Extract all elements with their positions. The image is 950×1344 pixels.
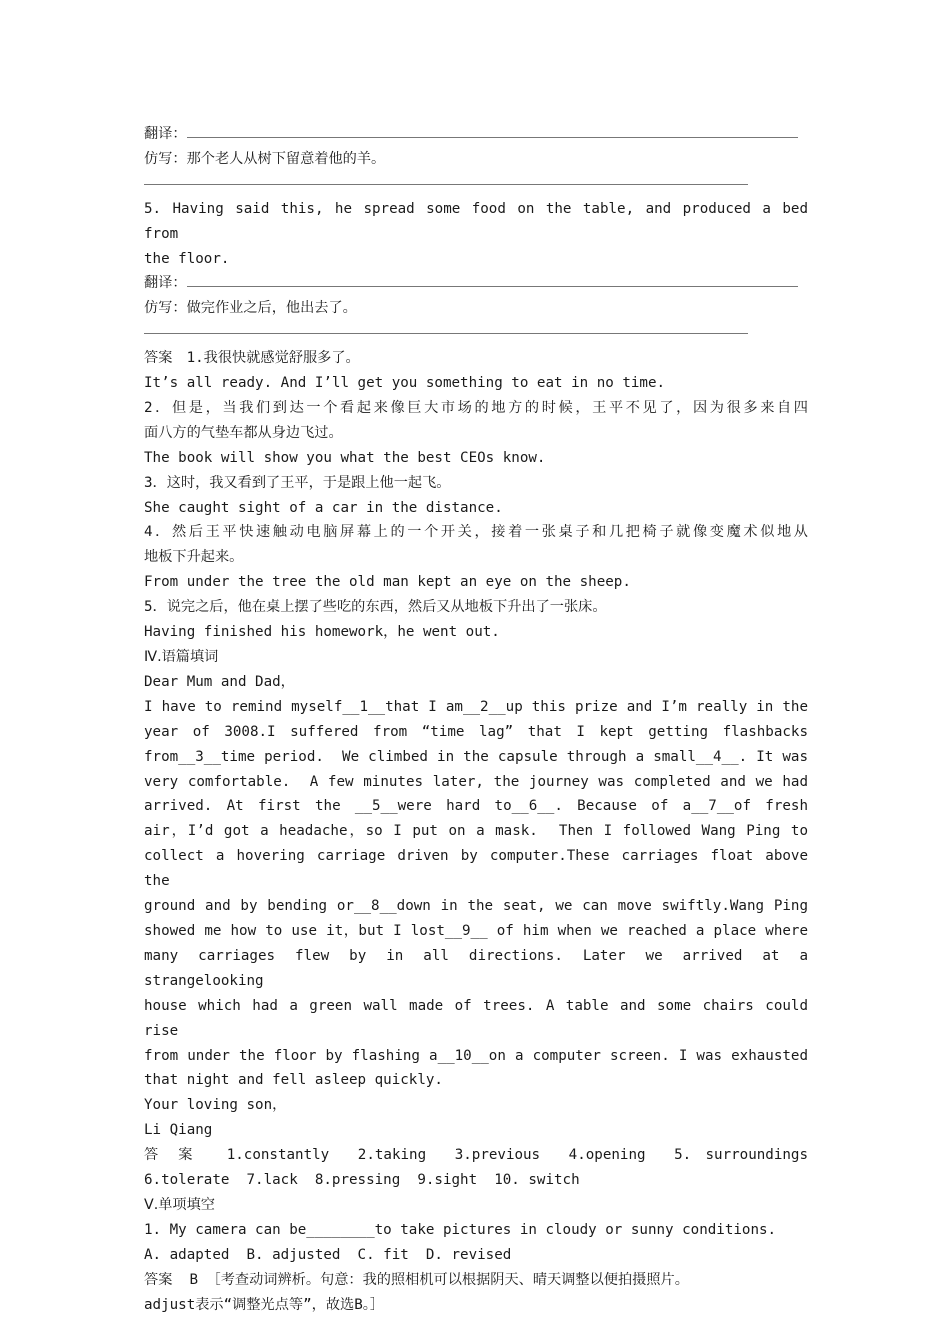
answer-line: 面八方的气垫车都从身边飞过。: [144, 424, 343, 441]
letter-line: that night and fell asleep quickly.: [144, 1072, 443, 1089]
letter-signature: Li Qiang: [144, 1122, 213, 1139]
question-sentence: 5. Having said this, he spread some food on the table, and produced a bed from: [144, 200, 817, 242]
letter-line: from under the floor by flashing a__10__on a computer screen. I was exhausted: [144, 1047, 808, 1064]
answer-line: 5．说完之后，他在桌上摆了些吃的东西，然后又从地板下升出了一张床。: [144, 599, 607, 616]
answer-line: From under the tree the old man kept an eye on the sheep.: [144, 574, 631, 591]
answer-line: She caught sight of a car in the distance.: [144, 499, 503, 516]
letter-line: I have to remind myself__1__that I am__2__up this prize and I’m really in the: [144, 698, 808, 715]
imitate-prompt: 仿写：那个老人从树下留意着他的羊。: [144, 150, 386, 167]
letter-line: from__3__time period. We climbed in the capsule through a small__4__. It was: [144, 748, 808, 765]
letter-line: house which had a green wall made of trees. A table and some chairs could rise: [144, 997, 817, 1039]
section-title: Ⅴ.单项填空: [144, 1196, 215, 1213]
translate-label: 翻译：: [144, 275, 187, 292]
answer-line: 答案 1.我很快就感觉舒服多了。: [144, 350, 360, 367]
imitate-prompt: 仿写：做完作业之后，他出去了。: [144, 300, 357, 317]
answer-blank-line: [144, 172, 808, 197]
letter-closing: Your loving son，: [144, 1097, 287, 1114]
translate-row: [144, 271, 808, 296]
question-stem: 1. My camera can be________to take pictures in cloudy or sunny conditions.: [144, 1221, 777, 1238]
document-page: [144, 122, 817, 1317]
question-options: A. adapted B. adjusted C. fit D. revised: [144, 1246, 512, 1263]
answer-blank-line: [187, 271, 798, 287]
answer-line: 4．然后王平快速触动电脑屏幕上的一个开关，接着一张桌子和几把椅子就像变魔术似地从: [144, 524, 808, 541]
letter-line: showed me how to use it，but I lost__9__ of him when we reached a place where: [144, 922, 808, 939]
answer-line: Having finished his homework，he went out.: [144, 624, 500, 641]
answer-blank-line: [144, 321, 808, 346]
section-title: Ⅳ.语篇填词: [144, 649, 219, 665]
question-sentence: the floor.: [144, 250, 230, 267]
letter-line: air，I’d got a headache，so I put on a mask. Then I followed Wang Ping to: [144, 823, 808, 840]
answer-line: 3．这时，我又看到了王平，于是跟上他一起飞。: [144, 474, 451, 491]
answer-line: It’s all ready. And I’ll get you something to eat in no time.: [144, 375, 666, 392]
answer-blank-line: [187, 122, 798, 138]
answer-line: 答 案 1.constantly 2.taking 3.previous 4.opening 5. surroundings: [144, 1147, 808, 1164]
letter-line: arrived. At first the __5__were hard to__6__. Because of a__7__of fresh: [144, 798, 808, 815]
letter-line: very comfortable. A few minutes later, the journey was completed and we had: [144, 773, 808, 790]
letter-line: ground and by bending or__8__down in the seat, we can move swiftly.Wang Ping: [144, 898, 808, 915]
translate-row: [144, 122, 808, 147]
letter-line: collect a hovering carriage driven by computer.These carriages float above the: [144, 848, 817, 890]
translate-label: 翻译：: [144, 126, 187, 142]
letter-line: year of 3008.I suffered from “time lag” that I kept getting flashbacks: [144, 723, 808, 740]
answer-line: 地板下升起来。: [144, 549, 244, 566]
answer-explanation: adjust表示“调整光点等”，故选B。］: [144, 1296, 385, 1313]
answer-explanation: 答案 B ［考查动词辨析。句意：我的照相机可以根据阴天、晴天调整以便拍摄照片。: [144, 1271, 689, 1288]
answer-line: 2．但是，当我们到达一个看起来像巨大市场的地方的时候，王平不见了，因为很多来自四: [144, 399, 808, 416]
letter-line: many carriages flew by in all directions. Later we arrived at a strangelooking: [144, 947, 817, 989]
answer-line: The book will show you what the best CEOs know.: [144, 449, 546, 466]
letter-greeting: Dear Mum and Dad，: [144, 673, 295, 690]
answer-line: 6.tolerate 7.lack 8.pressing 9.sight 10. switch: [144, 1172, 580, 1189]
